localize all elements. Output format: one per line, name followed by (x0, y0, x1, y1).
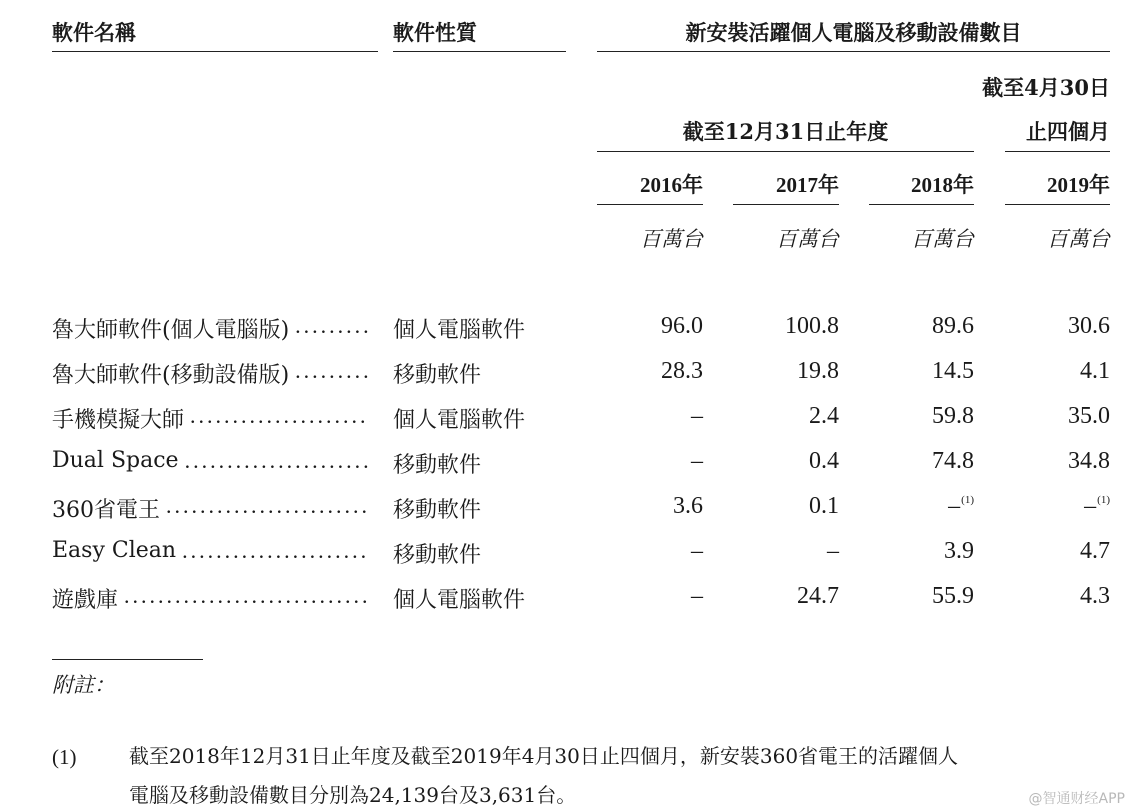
value-2019: 34.8 (1068, 448, 1110, 474)
row-software-category: 個人電腦軟件 (393, 408, 526, 433)
year-header-2019: 2019年 (1047, 173, 1110, 197)
value-2017: – (827, 538, 839, 564)
unit-label: 百萬台 (640, 227, 703, 251)
row-software-category: 移動軟件 (393, 543, 482, 568)
column-header-device-count: 新安裝活躍個人電腦及移動設備數目 (685, 20, 1022, 45)
header-rule (52, 51, 378, 52)
notes-heading: 附註： (52, 673, 115, 697)
value-2019: 4.1 (1080, 358, 1110, 384)
year-rule (869, 204, 974, 205)
value-2018: 55.9 (932, 583, 974, 609)
value-2017: 19.8 (797, 358, 839, 384)
period-rule (597, 151, 974, 152)
footnote-marker: (1) (1097, 494, 1110, 506)
value-2018: 3.9 (944, 538, 974, 564)
year-rule (1005, 204, 1110, 205)
software-name-text: 魯大師軟件(個人電腦版) (52, 318, 290, 343)
dot-leader (289, 358, 370, 389)
notes-divider (52, 659, 203, 660)
row-software-category: 個人電腦軟件 (393, 588, 526, 613)
header-rule (597, 51, 1110, 52)
dot-leader (184, 403, 370, 434)
software-name-text: Easy Clean (52, 538, 177, 563)
row-software-name (52, 493, 370, 524)
value-2016: – (691, 583, 703, 609)
value-2019: – (1084, 493, 1097, 519)
year-rule (733, 204, 839, 205)
software-name-text: 遊戲庫 (52, 588, 119, 613)
year-header-2016: 2016年 (640, 173, 703, 197)
row-software-name (52, 313, 370, 344)
watermark: @智通财经APP (1028, 791, 1125, 807)
period-header-four-months-line2: 止四個月 (1026, 119, 1110, 144)
row-software-category: 個人電腦軟件 (393, 318, 526, 343)
value-2018: 74.8 (932, 448, 974, 474)
row-software-name (52, 358, 370, 389)
dot-leader (179, 448, 370, 474)
row-software-name (52, 583, 370, 614)
software-name-text: 魯大師軟件(移動設備版) (52, 363, 290, 388)
value-2019: 4.3 (1080, 583, 1110, 609)
value-2018-cell (869, 493, 974, 520)
value-2019-cell (1005, 493, 1110, 520)
value-2016: 28.3 (661, 358, 703, 384)
value-2017: 0.1 (809, 493, 839, 519)
column-header-software-nature: 軟件性質 (393, 20, 477, 45)
value-2017: 0.4 (809, 448, 839, 474)
value-2016: – (691, 448, 703, 474)
value-2016: 96.0 (661, 313, 703, 339)
value-2018: 89.6 (932, 313, 974, 339)
dot-leader (176, 538, 370, 564)
value-2019: 35.0 (1068, 403, 1110, 429)
note-text-line1: 截至2018年12月31日止年度及截至2019年4月30日止四個月，新安裝360省電王的活躍個人 (129, 744, 959, 768)
note-text-line2: 電腦及移動設備數目分別為24,139台及3,631台。 (129, 783, 577, 807)
row-software-name (52, 538, 370, 564)
unit-label: 百萬台 (1047, 227, 1110, 251)
year-header-2017: 2017年 (776, 173, 839, 197)
row-software-name (52, 403, 370, 434)
value-2016: 3.6 (673, 493, 703, 519)
software-name-text: 手機模擬大師 (52, 408, 185, 433)
footnote-marker: (1) (961, 494, 974, 506)
unit-label: 百萬台 (776, 227, 839, 251)
row-software-category: 移動軟件 (393, 498, 482, 523)
software-name-text: Dual Space (52, 448, 179, 473)
header-rule (393, 51, 566, 52)
dot-leader (289, 313, 370, 344)
value-2018: 59.8 (932, 403, 974, 429)
period-rule (1005, 151, 1110, 152)
note-marker: (1) (52, 745, 77, 769)
column-header-software-name: 軟件名稱 (52, 20, 136, 45)
period-header-year-ended: 截至12月31日止年度 (682, 119, 889, 144)
value-2018: 14.5 (932, 358, 974, 384)
value-2016: – (691, 538, 703, 564)
software-name-text: 360省電王 (52, 498, 160, 523)
year-header-2018: 2018年 (911, 173, 974, 197)
value-2017: 24.7 (797, 583, 839, 609)
value-2017: 100.8 (785, 313, 839, 339)
value-2016: – (691, 403, 703, 429)
dot-leader (160, 493, 370, 524)
value-2019: 30.6 (1068, 313, 1110, 339)
value-2017: 2.4 (809, 403, 839, 429)
row-software-category: 移動軟件 (393, 363, 482, 388)
row-software-category: 移動軟件 (393, 453, 482, 478)
unit-label: 百萬台 (911, 227, 974, 251)
value-2018: – (948, 493, 961, 519)
year-rule (597, 204, 703, 205)
period-header-four-months-line1: 截至4月30日 (982, 75, 1110, 100)
row-software-name (52, 448, 370, 474)
value-2019: 4.7 (1080, 538, 1110, 564)
dot-leader (118, 583, 370, 614)
